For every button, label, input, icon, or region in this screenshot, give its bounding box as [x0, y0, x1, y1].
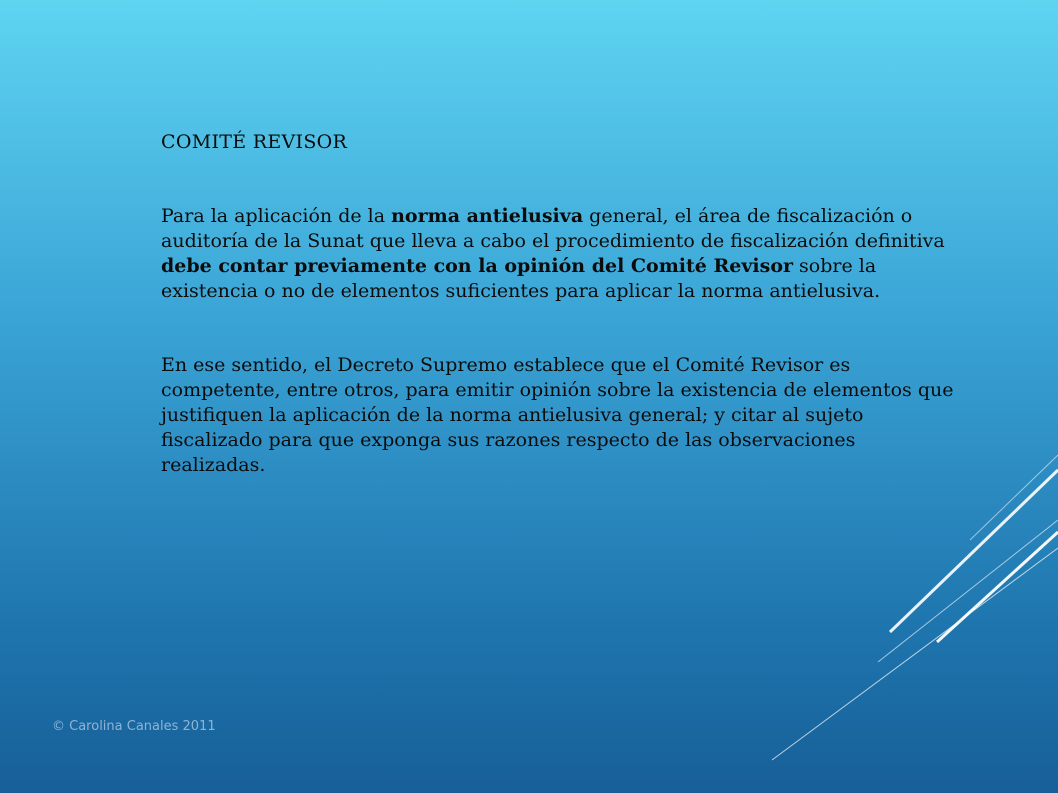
deco-line — [878, 520, 1058, 662]
slide-content — [161, 130, 961, 527]
copyright-footer: © Carolina Canales 2011 — [52, 719, 216, 734]
slide-title: COMITÉ REVISOR — [161, 131, 348, 153]
deco-line — [772, 548, 1058, 760]
deco-line — [937, 532, 1058, 642]
paragraph-1-bold-run: norma antielusiva — [391, 205, 584, 227]
paragraph-1-run: Para la aplicación de la — [161, 205, 392, 227]
deco-line — [970, 455, 1058, 540]
paragraph-1-run: sobre la existencia o no de elementos suficientes para aplicar la norma antielusiva. — [161, 255, 881, 302]
paragraph-1-bold-run: debe contar previamente con la opinión del Comité Revisor — [161, 255, 794, 277]
paragraph-1 — [161, 204, 961, 304]
paragraph-2: En ese sentido, el Decreto Supremo establece que el Comité Revisor es competente, entre otros, para emitir opinión sobre la existencia de elementos que justifiquen la aplicación de la norma antielusiva general; y citar al sujeto fiscalizado para que exponga sus razones respecto de las observaciones realizadas. — [161, 354, 954, 476]
paragraph-1-run: general, el área de fiscalización o auditoría de la Sunat que lleva a cabo el procedimiento de fiscalización definitiva — [161, 205, 945, 252]
